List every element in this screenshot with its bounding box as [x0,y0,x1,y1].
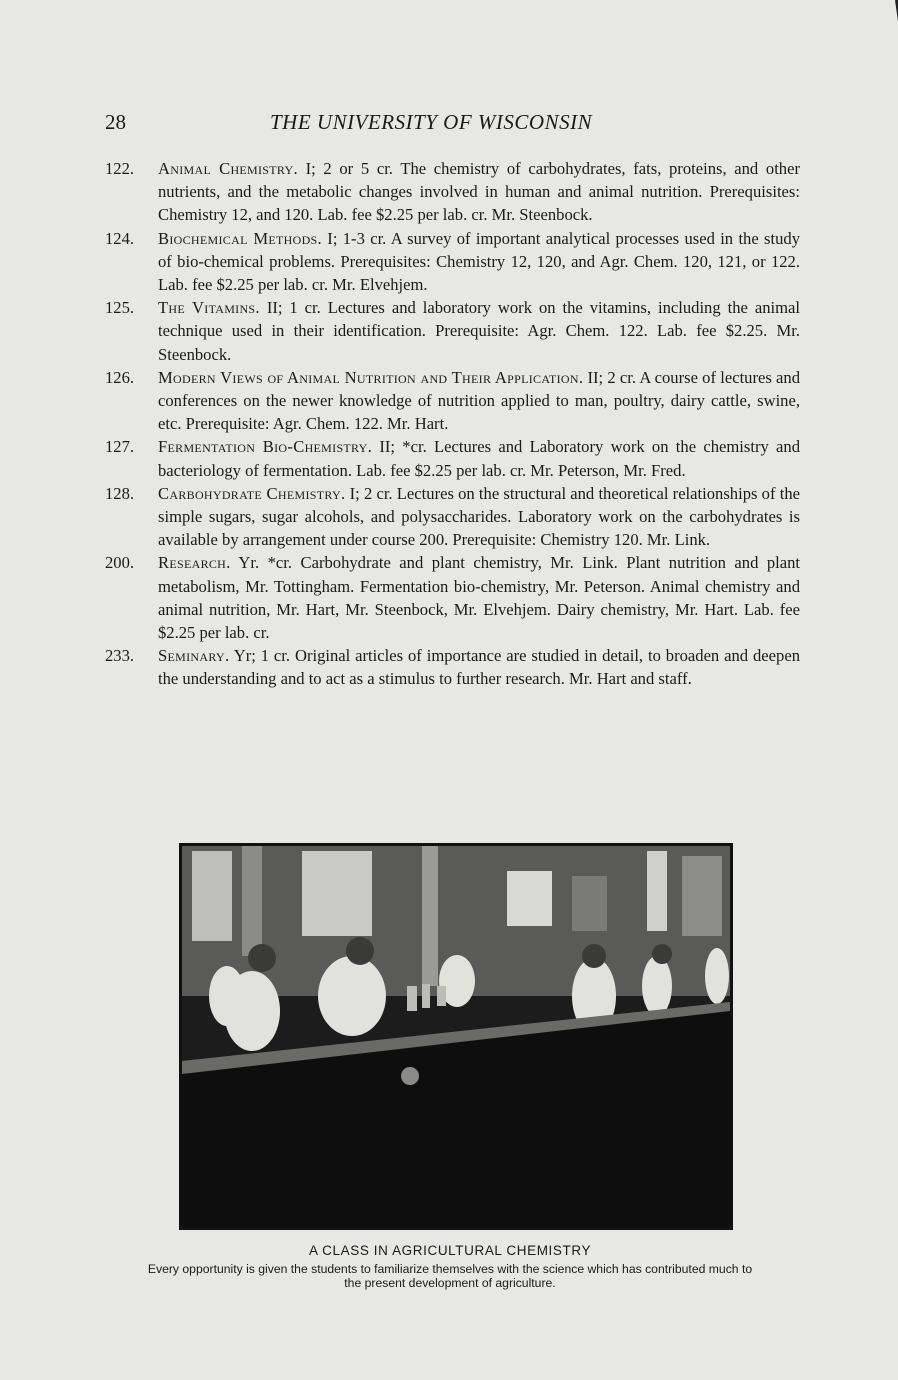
course-name: Animal Chemistry. [158,159,298,178]
wall-panel [682,856,722,936]
course-description: I; 1-3 cr. A survey of important analytical processes used in the study of bio-chemical problems. Prerequisites: Chemistry 12, 120, and Agr. Chem. 120, 121, or 122. Lab. fee $2.25 per lab. cr. Mr. Elvehjem. [158,228,800,295]
course-number: 128. [105,483,135,503]
course-number: 200. [105,553,135,573]
course-name: Research. [158,553,231,573]
course-name: Carbohydrate Chemistry. [158,483,346,503]
course-description: Yr. *cr. Carbohydrate and plant chemistry, Mr. Link. Plant nutrition and plant metabolism, Mr. Tottingham. Fermentation bio-chemistry, Mr. Peterson. Animal chemistry and animal nutrition, Mr. Hart, Mr. Steenbock, Mr. Elvehjem. Dairy chemistry, Mr. Hart. Lab. fee $2.25 per lab. cr. [158,553,800,643]
student-head [248,944,276,972]
window-left [192,851,232,941]
student-head [652,944,672,964]
course-entry [105,366,800,436]
student-head [582,944,606,968]
course-entry [105,644,800,690]
window-center-right [572,876,607,931]
laboratory-photograph [179,843,733,1230]
course-number: 127. [105,437,135,457]
course-description: II; 2 cr. A course of lectures and conferences on the newer knowledge of nutrition applied to man, poultry, dairy cattle, swine, etc. Prerequisite: Agr. Chem. 122. Mr. Hart. [158,367,801,434]
flask [401,1067,419,1085]
course-description: II; 1 cr. Lectures and laboratory work on the vitamins, including the animal technique used in their identification. Prerequisite: Agr. Chem. 122. Lab. fee $2.25. Mr. Steenbock. [158,298,800,364]
pillar [242,846,262,956]
course-name: Seminary. [158,646,230,666]
student-figure [705,948,729,1004]
course-number: 233. [105,646,135,666]
course-name: The Vitamins. [158,298,260,318]
course-entry [105,551,800,644]
course-entry [105,482,800,552]
bottle [407,986,417,1011]
photo-illustration [182,846,730,1227]
course-description: Yr; 1 cr. Original articles of importance are studied in detail, to broaden and deepen the understanding and to act as a stimulus to further research. Mr. Hart and staff. [158,646,800,689]
student-head [346,937,374,965]
course-name: Fermentation Bio-Chemistry. [158,437,373,457]
caption-title: A CLASS IN AGRICULTURAL CHEMISTRY [308,1243,592,1258]
caption-text: Every opportunity is given the students to familiarize themselves with the science which has contributed much to the present development of agriculture. [147,1262,753,1290]
course-entry [105,296,800,366]
course-number: 124. [105,228,135,248]
course-name: Modern Views of Animal Nutrition and Their Application. [158,367,584,387]
course-entry [105,157,800,227]
student-figure [318,956,386,1036]
course-entry [105,435,800,481]
bottle [437,986,446,1006]
course-number: 125. [105,298,135,318]
course-entry [105,227,800,297]
window-center [507,871,552,926]
student-figure [224,971,280,1051]
course-number: 126. [105,367,135,387]
course-description: II; *cr. Lectures and Laboratory work on the chemistry and bacteriology of fermentation. Lab. fee $2.25 per lab. cr. Mr. Peterson, Mr. Fred. [158,437,800,480]
window-center-left [302,851,372,936]
student-figure [642,956,672,1016]
page-header [105,110,805,138]
course-description: I; 2 or 5 cr. The chemistry of carbohydrates, fats, proteins, and other nutrients, and the metabolic changes involved in human and animal nutrition. Prerequisites: Chemistry 12, and 120. Lab. fee $2.25 per lab. cr. Mr. Steenbock. [158,159,800,225]
photo-caption [140,1243,760,1290]
course-number: 122. [105,159,135,178]
pillar [422,846,438,986]
bottle [422,984,430,1008]
course-list [105,157,800,691]
course-name: Biochemical Methods. [158,228,322,248]
course-description: I; 2 cr. Lectures on the structural and theoretical relationships of the simple sugars, sugar alcohols, and polysaccharides. Laboratory work on the carbohydrates is available by arrangement under course 200. Prerequisite: Chemistry 120. Mr. Link. [158,483,800,550]
window-right [647,851,667,931]
running-title: THE UNIVERSITY OF WISCONSIN [270,110,593,134]
page-number: 28 [105,110,126,134]
